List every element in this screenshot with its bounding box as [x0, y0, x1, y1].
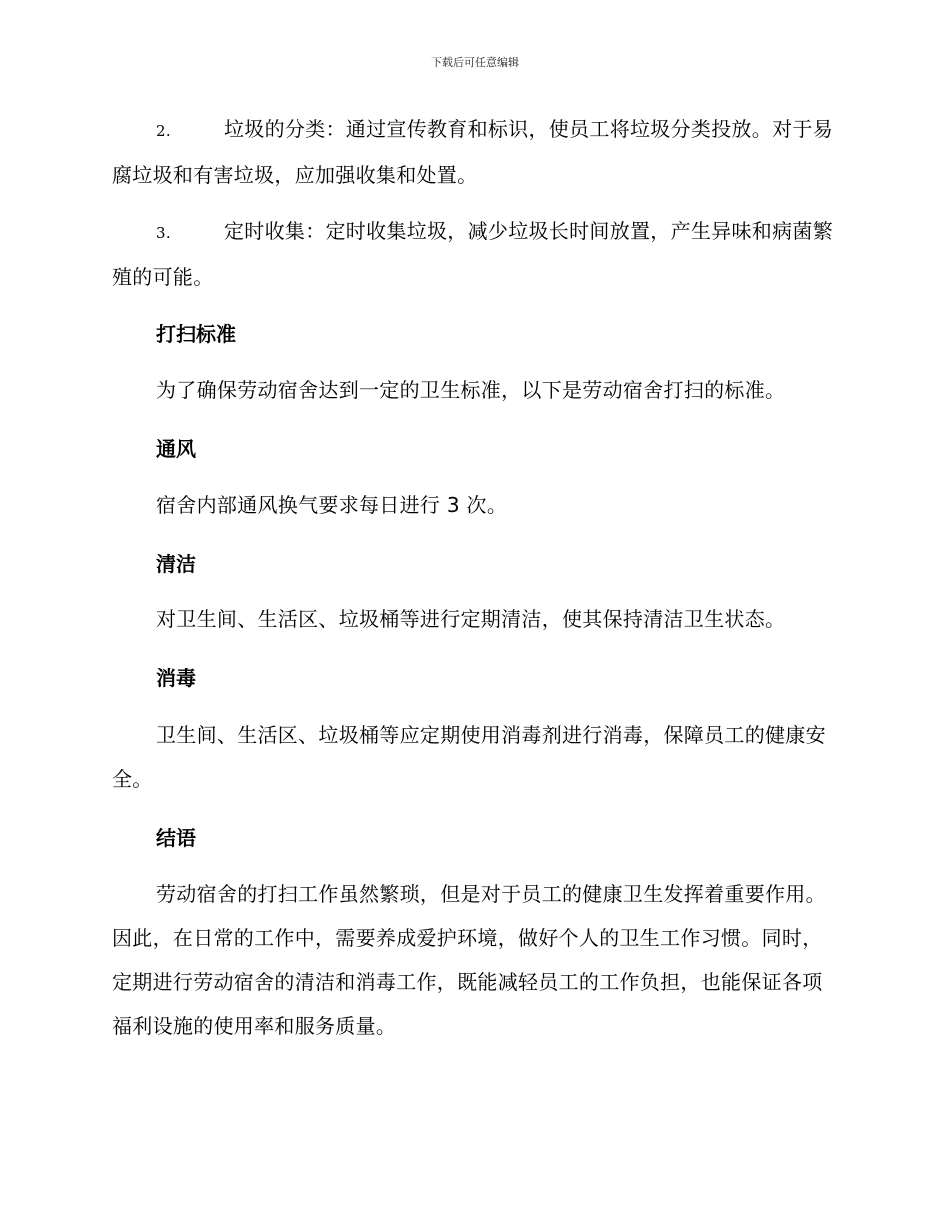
- section-heading-conclusion: 结语: [156, 826, 196, 850]
- section-heading-cleaning-standard: 打扫标准: [156, 322, 236, 346]
- section-text-cleaning-standard: 为了确保劳动宿舍达到一定的卫生标准，以下是劳动宿舍打扫的标准。: [156, 378, 786, 402]
- list-item-2: [112, 107, 834, 197]
- section-heading-ventilation: 通风: [156, 437, 196, 461]
- list-number: 2.: [156, 122, 171, 140]
- section-text-conclusion: 劳动宿舍的打扫工作虽然繁琐，但是对于员工的健康卫生发挥着重要作用。因此，在日常的工作中，需要养成爱护环境，做好个人的卫生工作习惯。同时，定期进行劳动宿舍的清洁和消毒工作，既能减轻员工的工作负担，也能保证各项福利设施的使用率和服务质量。: [112, 882, 826, 1038]
- section-text-ventilation: 宿舍内部通风换气要求每日进行 3 次。: [156, 493, 508, 517]
- header-note: 下载后可任意编辑: [431, 56, 519, 69]
- list-item-3: [112, 209, 834, 299]
- list-item-text: 垃圾的分类：通过宣传教育和标识，使员工将垃圾分类投放。对于易腐垃圾和有害垃圾，应加强收集和处置。: [112, 117, 833, 187]
- section-heading-disinfection: 消毒: [156, 666, 196, 690]
- section-text-disinfection: 卫生间、生活区、垃圾桶等应定期使用消毒剂进行消毒，保障员工的健康安全。: [112, 723, 826, 791]
- section-text-cleaning: 对卫生间、生活区、垃圾桶等进行定期清洁，使其保持清洁卫生状态。: [156, 607, 786, 631]
- list-item-text: 定时收集：定时收集垃圾，减少垃圾长时间放置，产生异味和病菌繁殖的可能。: [112, 219, 833, 289]
- section-heading-cleaning: 清洁: [156, 552, 196, 576]
- list-number: 3.: [156, 224, 171, 242]
